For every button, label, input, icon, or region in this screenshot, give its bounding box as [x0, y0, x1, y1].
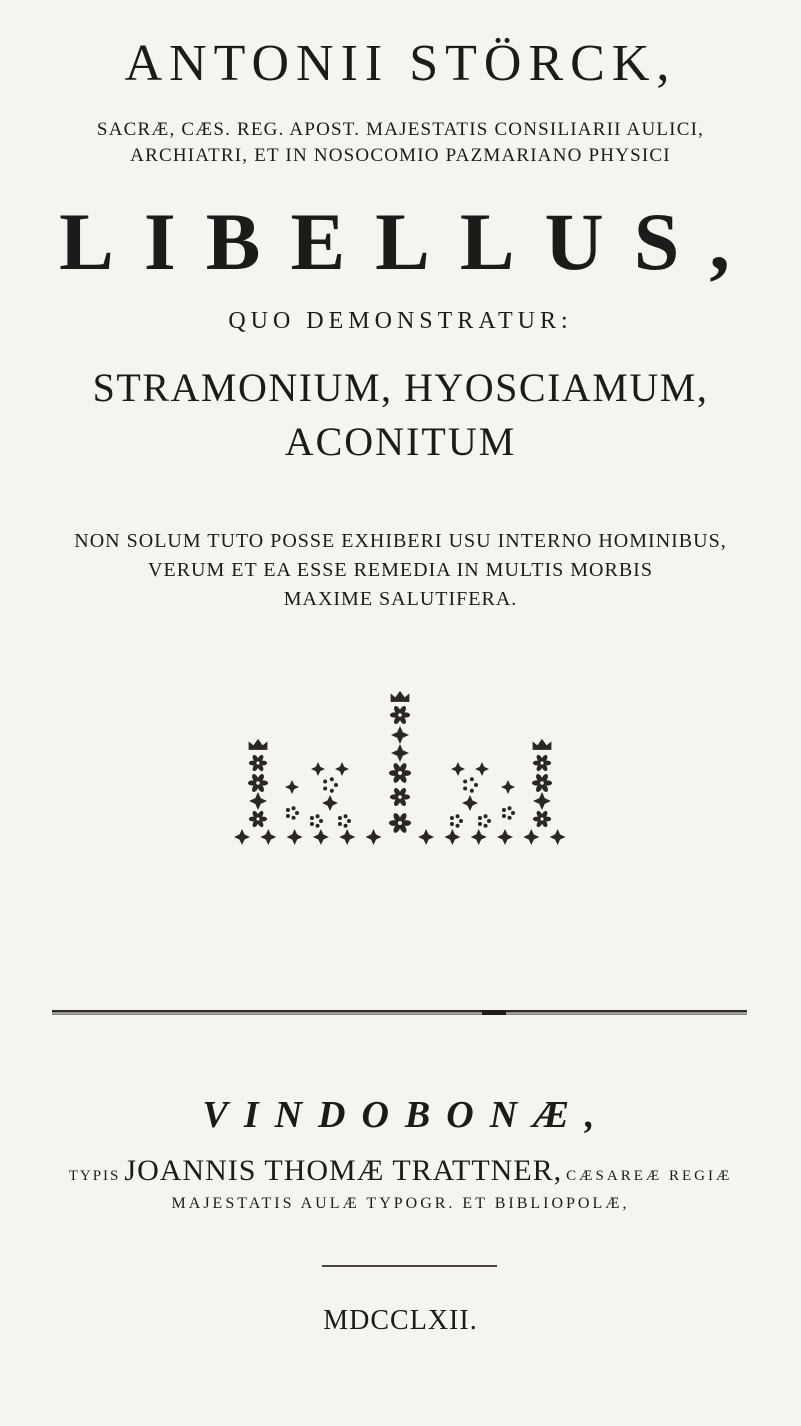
imprint-printer-suffix: CÆSAREÆ REGIÆ: [566, 1168, 733, 1184]
book-subtitle: QUO DEMONSTRATUR:: [228, 308, 573, 334]
imprint-year: MDCCLXII.: [323, 1305, 478, 1336]
author-office-line-1: SACRÆ, CÆS. REG. APOST. MAJESTATIS CONSILIARII AULICI,: [96, 119, 705, 140]
imprint-printer-prefix: TYPIS: [68, 1168, 121, 1184]
herbs-line-1: STRAMONIUM, HYOSCIAMUM,: [92, 365, 709, 410]
printers-fleuron-ornament-icon: [220, 685, 580, 850]
imprint-printer-line-1: [0, 1155, 801, 1192]
book-title: LIBELLUS,: [59, 196, 760, 287]
author-name: ANTONII STÖRCK,: [124, 35, 677, 92]
imprint-place: VINDOBONÆ,: [202, 1094, 611, 1136]
author-office-line-2: ARCHIATRI, ET IN NOSOCOMIO PAZMARIANO PHYSICI: [130, 145, 671, 166]
claim-line-2: VERUM ET EA ESSE REMEDIA IN MULTIS MORBIS: [148, 559, 653, 581]
herbs-line-2: ACONITUM: [284, 419, 517, 464]
decorative-rule: [52, 1010, 747, 1016]
imprint-printer-line-2: MAJESTATIS AULÆ TYPOGR. ET BIBLIOPOLÆ,: [171, 1195, 630, 1212]
imprint-printer-name: JOANNIS THOMÆ TRATTNER,: [124, 1154, 563, 1187]
short-divider-rule: [322, 1265, 497, 1267]
claim-line-1: NON SOLUM TUTO POSSE EXHIBERI USU INTERNO HOMINIBUS,: [74, 530, 727, 552]
claim-line-3: MAXIME SALUTIFERA.: [283, 588, 518, 610]
